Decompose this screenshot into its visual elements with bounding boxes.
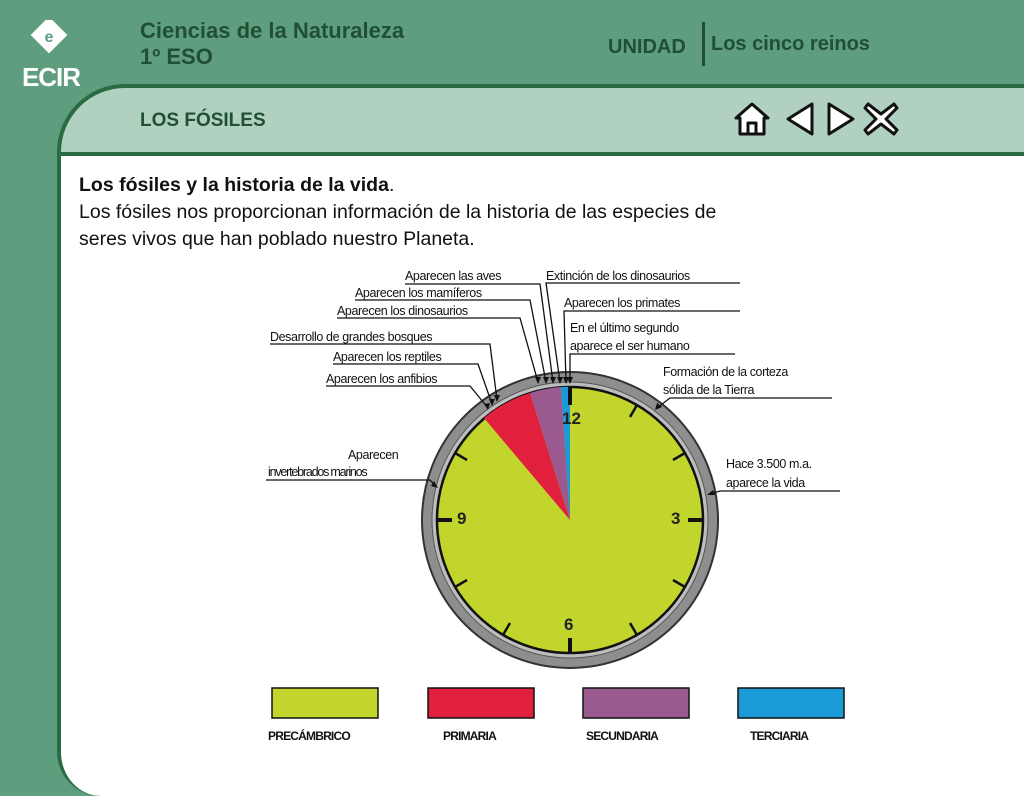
- legend-swatch-terciaria: [738, 688, 844, 718]
- label-dinosaurios: Aparecen los dinosaurios: [337, 304, 468, 318]
- label-corteza-line2: sólida de la Tierra: [663, 383, 755, 397]
- legend-label-terciaria: TERCIARIA: [750, 729, 809, 743]
- label-mamiferos: Aparecen los mamíferos: [355, 286, 482, 300]
- legend-label-precambrico: PRECÁMBRICO: [268, 729, 350, 743]
- label-primates: Aparecen los primates: [564, 296, 680, 310]
- intro-heading: Los fósiles y la historia de la vida: [79, 174, 389, 196]
- label-corteza-line1: Formación de la corteza: [663, 365, 788, 379]
- label-humano-line1: En el último segundo: [570, 321, 679, 335]
- legend-swatch-secundaria: [583, 688, 689, 718]
- label-invertebrados-line2: invertebrados marinos: [268, 465, 367, 479]
- logo-text: ECIR: [21, 62, 81, 90]
- label-vida-line1: Hace 3.500 m.a.: [726, 457, 812, 471]
- label-bosques: Desarrollo de grandes bosques: [270, 330, 433, 344]
- clock-number-6: 6: [564, 615, 574, 634]
- label-invertebrados-line1: Aparecen: [348, 448, 399, 462]
- intro-body: Los fósiles nos proporcionan información de la historia de las especies de seres vivos que han poblado nuestro Planeta.: [79, 201, 717, 250]
- intro-heading-end: .: [388, 174, 395, 196]
- legend-swatch-precambrico: [272, 688, 378, 718]
- unit-name: Los cinco reinos: [711, 33, 870, 55]
- label-aves: Aparecen las aves: [405, 269, 502, 283]
- label-extincion: Extinción de los dinosaurios: [546, 269, 690, 283]
- svg-text:e: e: [44, 29, 54, 46]
- legend-swatch-primaria: [428, 688, 534, 718]
- legend-label-secundaria: SECUNDARIA: [586, 729, 659, 743]
- label-vida-line2: aparece la vida: [726, 476, 805, 490]
- clock-number-3: 3: [671, 509, 681, 528]
- label-humano-line2: aparece el ser humano: [570, 339, 690, 353]
- clock-number-12: 12: [562, 409, 581, 428]
- course-line2: 1º ESO: [140, 44, 213, 69]
- clock-number-9: 9: [457, 509, 467, 528]
- section-title: LOS FÓSILES: [140, 110, 266, 131]
- label-reptiles: Aparecen los reptiles: [333, 350, 442, 364]
- unit-label: UNIDAD: [608, 36, 686, 58]
- label-anfibios: Aparecen los anfibios: [326, 372, 438, 386]
- legend-label-primaria: PRIMARIA: [443, 729, 496, 743]
- course-line1: Ciencias de la Naturaleza: [140, 18, 405, 43]
